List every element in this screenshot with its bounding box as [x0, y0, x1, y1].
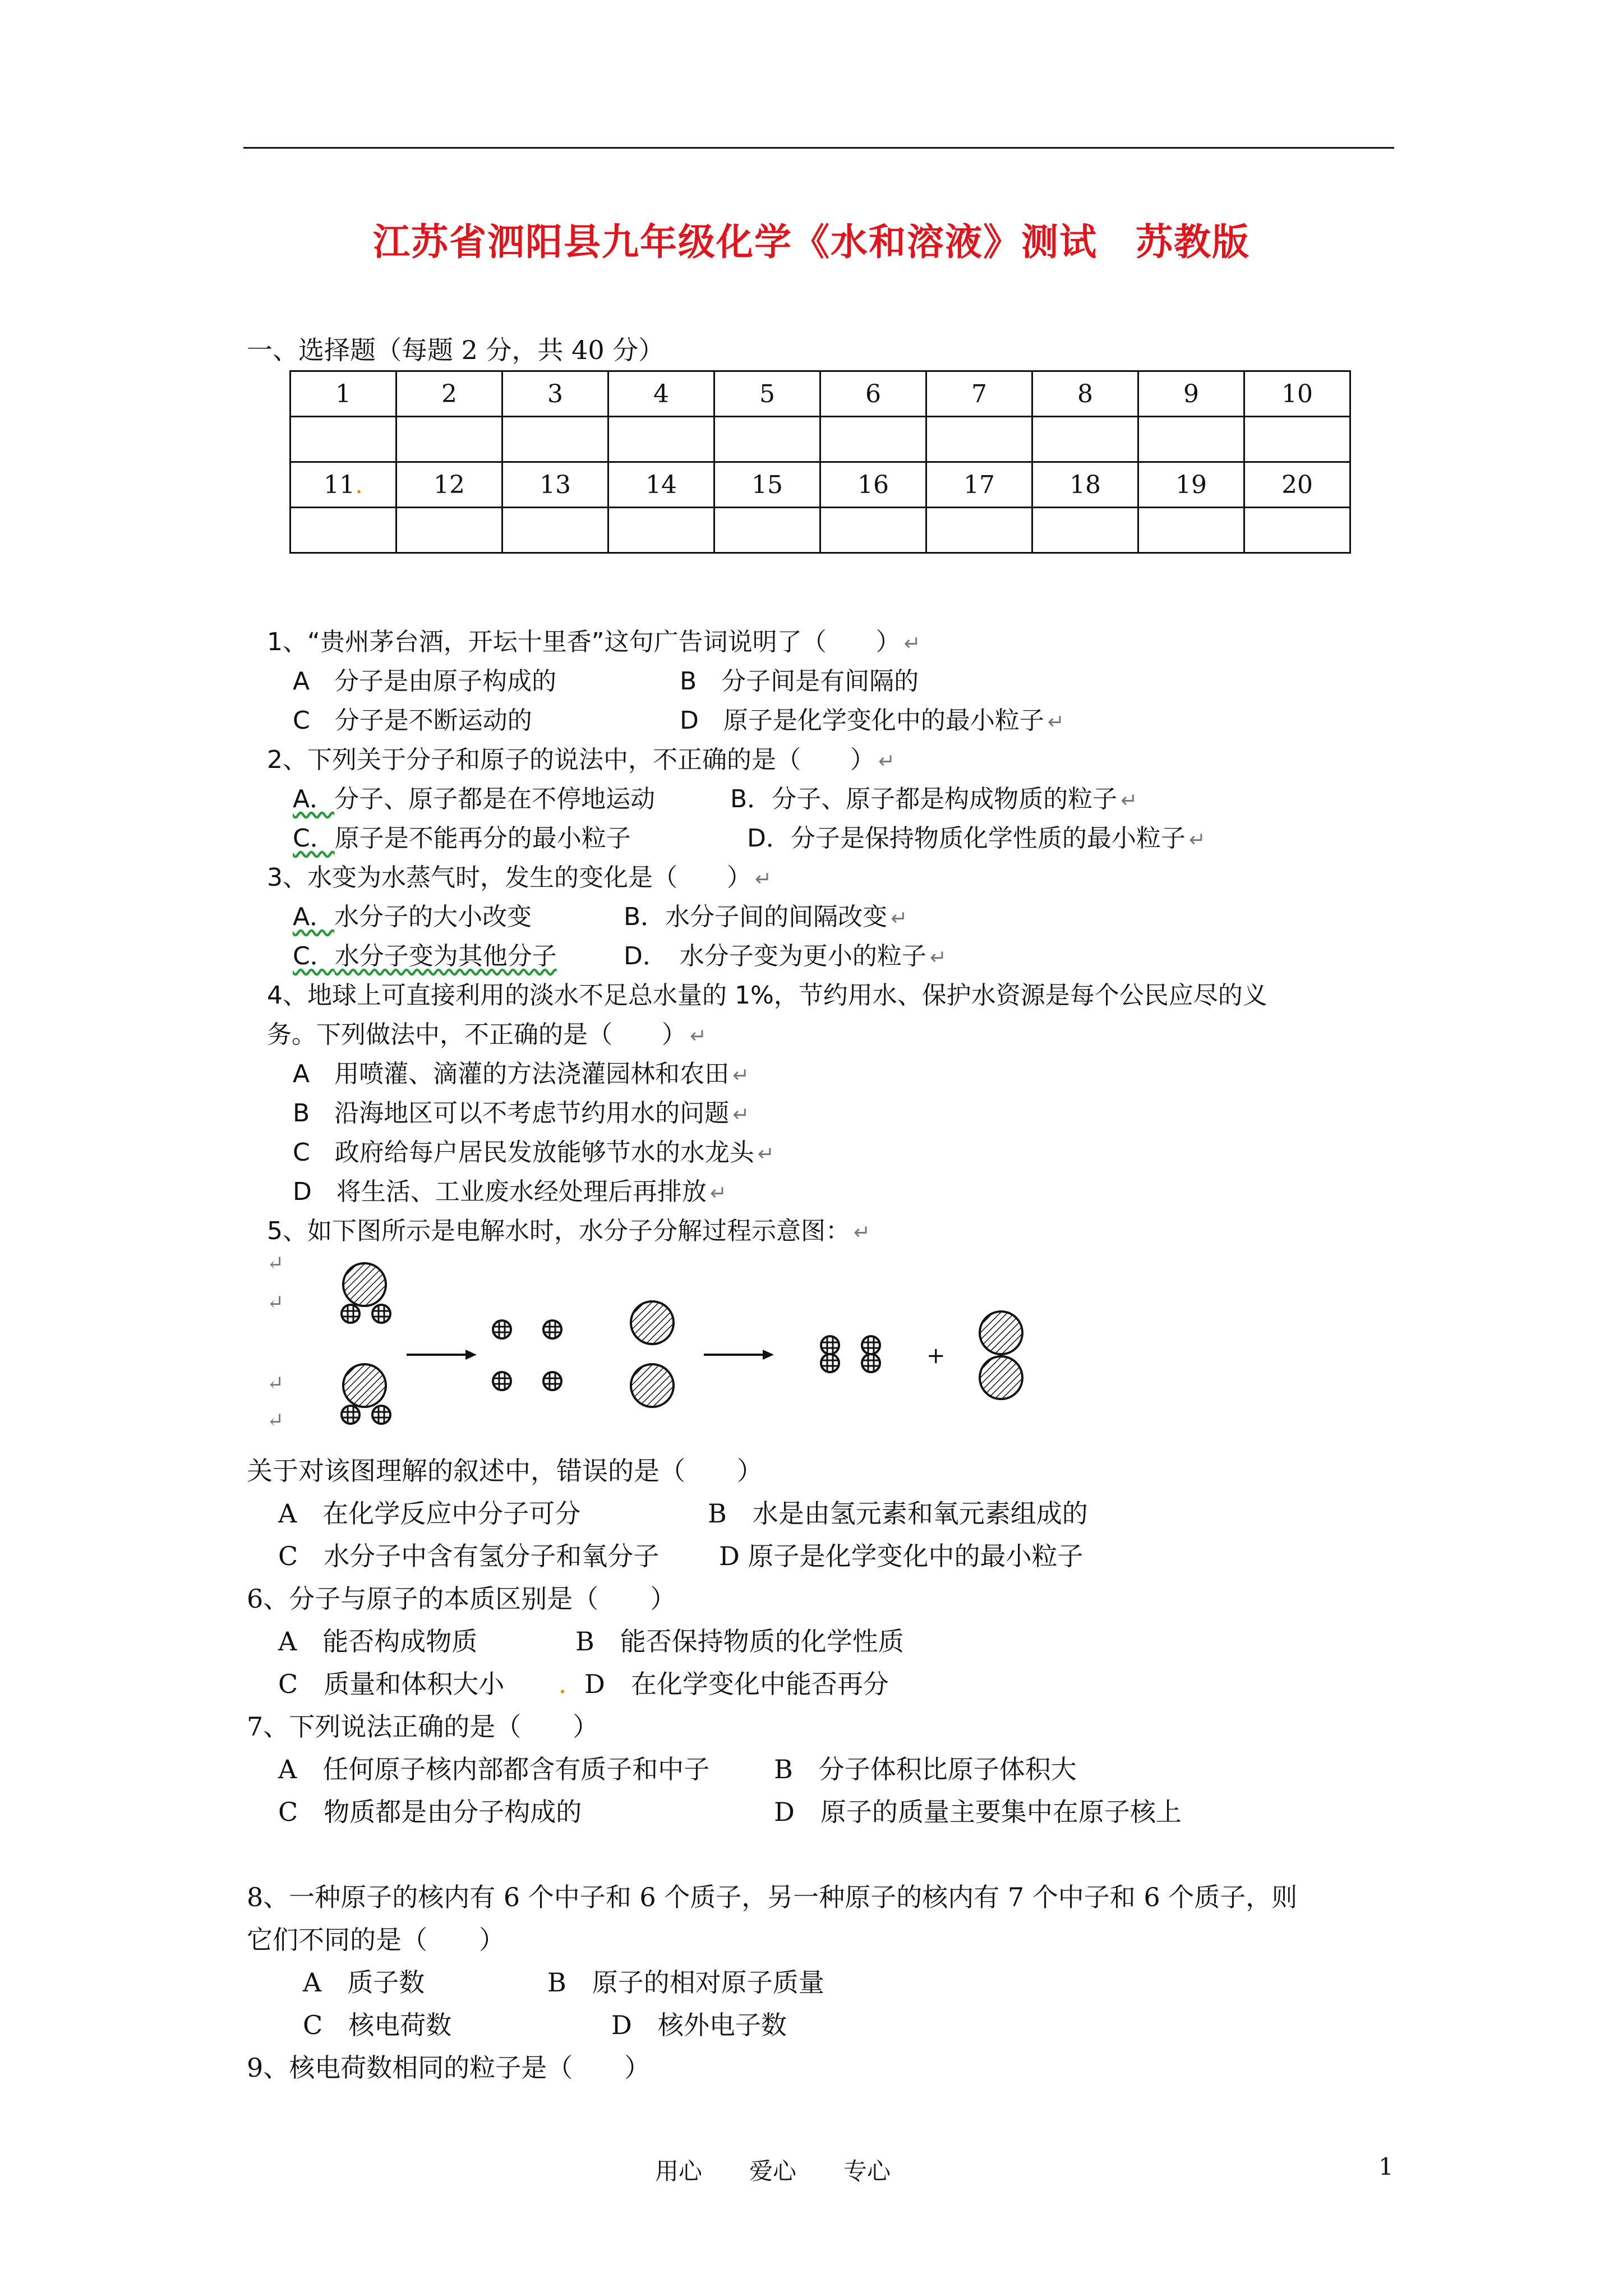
- answer-number-cell: 14: [608, 462, 714, 508]
- q2-options-cd: C．原子是不能再分的最小粒子 D．分子是保持物质化学性质的最小粒子 ↵: [293, 824, 1206, 853]
- arrow-icon: [407, 1350, 477, 1360]
- q8-options-cd: C 核电荷数 D 核外电子数: [303, 2010, 787, 2040]
- q2-options-ab: A．分子、原子都是在不停地运动 B．分子、原子都是构成物质的粒子 ↵: [293, 785, 1138, 813]
- q8-options-ab: A 质子数 B 原子的相对原子质量: [303, 1967, 824, 1998]
- answer-number-cell: 11.: [291, 462, 396, 508]
- answer-blank-cell: [926, 417, 1032, 462]
- answer-number-cell: 6: [820, 371, 926, 417]
- answer-blank-cell: [1138, 508, 1244, 553]
- answer-blank-cell: [502, 508, 608, 553]
- answer-number-cell: 15: [714, 462, 820, 508]
- separated-o-atoms: [631, 1301, 674, 1407]
- page-number: 1: [1378, 2153, 1394, 2180]
- answer-number-cell: 16: [820, 462, 926, 508]
- answer-blank-cell: [820, 508, 926, 553]
- answer-number-cell: 1: [291, 371, 396, 417]
- answer-number-cell: 9: [1138, 371, 1244, 417]
- answer-number-cell: 2: [396, 371, 502, 417]
- separated-h-atoms: [493, 1320, 561, 1390]
- plus-sign: +: [926, 1343, 946, 1369]
- q8-stem-line1: 8、一种原子的核内有 6 个中子和 6 个质子，另一种原子的核内有 7 个中子和 6 个质子，则: [247, 1882, 1298, 1912]
- q5-options-ab: A 在化学反应中分子可分 B 水是由氢元素和氧元素组成的: [278, 1498, 1088, 1529]
- q1-options-cd: C 分子是不断运动的 D 原子是化学变化中的最小粒子 ↵: [293, 706, 1065, 735]
- q1-stem: 1、“贵州茅台酒，开坛十里香”这句广告词说明了（ ） ↵: [267, 628, 921, 656]
- answer-blank-cell: [714, 417, 820, 462]
- answer-number-cell: 8: [1032, 371, 1138, 417]
- answer-number-cell: 17: [926, 462, 1032, 508]
- oxygen-molecule: [980, 1312, 1022, 1399]
- q8-stem-line2: 它们不同的是（ ）: [247, 1925, 505, 1955]
- answer-number-cell: 13: [502, 462, 608, 508]
- answer-number-cell: 3: [502, 371, 608, 417]
- answer-blank-cell: [926, 508, 1032, 553]
- arrow-icon: [704, 1350, 774, 1360]
- water-molecule: [342, 1364, 390, 1424]
- return-mark: ↵: [267, 1291, 284, 1314]
- answer-blank-cell: [1244, 417, 1350, 462]
- q4-stem-line1: 4、地球上可直接利用的淡水不足总水量的 1%，节约用水、保护水资源是每个公民应尽的义: [267, 981, 1267, 1010]
- answer-blank-cell: [291, 417, 396, 462]
- answer-blank-cell: [502, 417, 608, 462]
- q2-stem: 2、下列关于分子和原子的说法中，不正确的是（ ） ↵: [267, 746, 896, 774]
- section-heading: 一、选择题（每题 2 分，共 40 分）: [247, 335, 665, 365]
- answer-blank-cell: [396, 417, 502, 462]
- answer-number-cell: 19: [1138, 462, 1244, 508]
- answer-number-cell: 5: [714, 371, 820, 417]
- q3-options-ab: A．水分子的大小改变 B．水分子间的间隔改变 ↵: [293, 903, 908, 931]
- answer-blank-cell: [608, 508, 714, 553]
- q4-stem-line2: 务。下列做法中，不正确的是（ ） ↵: [267, 1020, 707, 1049]
- answer-blank-cell: [1138, 417, 1244, 462]
- page-title: 江苏省泗阳县九年级化学《水和溶液》测试 苏教版: [373, 220, 1250, 264]
- answer-blank-cell: [291, 508, 396, 553]
- q6-options-ab: A 能否构成物质 B 能否保持物质的化学性质: [278, 1626, 904, 1657]
- footer-motto: 用心 爱心 专心: [655, 2157, 891, 2185]
- answer-number-cell: 12: [396, 462, 502, 508]
- q1-options-ab: A 分子是由原子构成的 B 分子间是有间隔的: [293, 667, 919, 696]
- q4-option-c: C 政府给每户居民发放能够节水的水龙头 ↵: [293, 1138, 774, 1167]
- q4-option-d: D 将生活、工业废水经处理后再排放 ↵: [293, 1177, 727, 1206]
- hydrogen-molecule: [821, 1336, 839, 1372]
- q3-options-cd: C．水分子变为其他分子 D． 水分子变为更小的粒子 ↵: [293, 942, 947, 970]
- hydrogen-molecule: [862, 1336, 880, 1372]
- water-molecule: [342, 1263, 390, 1323]
- answer-number-cell: 20: [1244, 462, 1350, 508]
- electrolysis-diagram: [264, 1251, 1049, 1430]
- q6-stem: 6、分子与原子的本质区别是（ ）: [247, 1584, 676, 1614]
- answer-blank-cell: [396, 508, 502, 553]
- answer-blank-cell: [1032, 417, 1138, 462]
- q4-option-b: B 沿海地区可以不考虑节约用水的问题 ↵: [293, 1099, 750, 1128]
- q5-options-cd: C 水分子中含有氢分子和氧分子 D 原子是化学变化中的最小粒子: [278, 1541, 1083, 1571]
- q4-option-a: A 用喷灌、滴灌的方法浇灌园林和农田 ↵: [293, 1060, 750, 1088]
- q6-options-cd: C 质量和体积大小 ．D 在化学变化中能否再分: [278, 1669, 889, 1699]
- q5-follow-up: 关于对该图理解的叙述中，错误的是（ ）: [247, 1456, 763, 1486]
- q9-stem: 9、核电荷数相同的粒子是（ ）: [247, 2053, 651, 2083]
- q7-options-cd: C 物质都是由分子构成的 D 原子的质量主要集中在原子核上: [278, 1797, 1182, 1827]
- q3-stem: 3、水变为水蒸气时，发生的变化是（ ） ↵: [267, 863, 772, 892]
- q5-stem: 5、如下图所示是电解水时，水分子分解过程示意图： ↵: [267, 1217, 871, 1245]
- q7-options-ab: A 任何原子核内部都含有质子和中子 B 分子体积比原子体积大: [278, 1754, 1077, 1784]
- answer-number-cell: 7: [926, 371, 1032, 417]
- return-mark: ↵: [267, 1252, 284, 1275]
- answer-blank-cell: [714, 508, 820, 553]
- answer-blank-cell: [1032, 508, 1138, 553]
- header-rule: [243, 147, 1394, 149]
- answer-blank-cell: [608, 417, 714, 462]
- answer-number-cell: 10: [1244, 371, 1350, 417]
- answer-blank-cell: [820, 417, 926, 462]
- answer-blank-cell: [1244, 508, 1350, 553]
- return-mark: ↵: [267, 1372, 284, 1395]
- return-mark: ↵: [267, 1409, 284, 1432]
- answer-number-cell: 4: [608, 371, 714, 417]
- answer-table: [289, 370, 1351, 554]
- q7-stem: 7、下列说法正确的是（ ）: [247, 1711, 599, 1742]
- answer-number-cell: 18: [1032, 462, 1138, 508]
